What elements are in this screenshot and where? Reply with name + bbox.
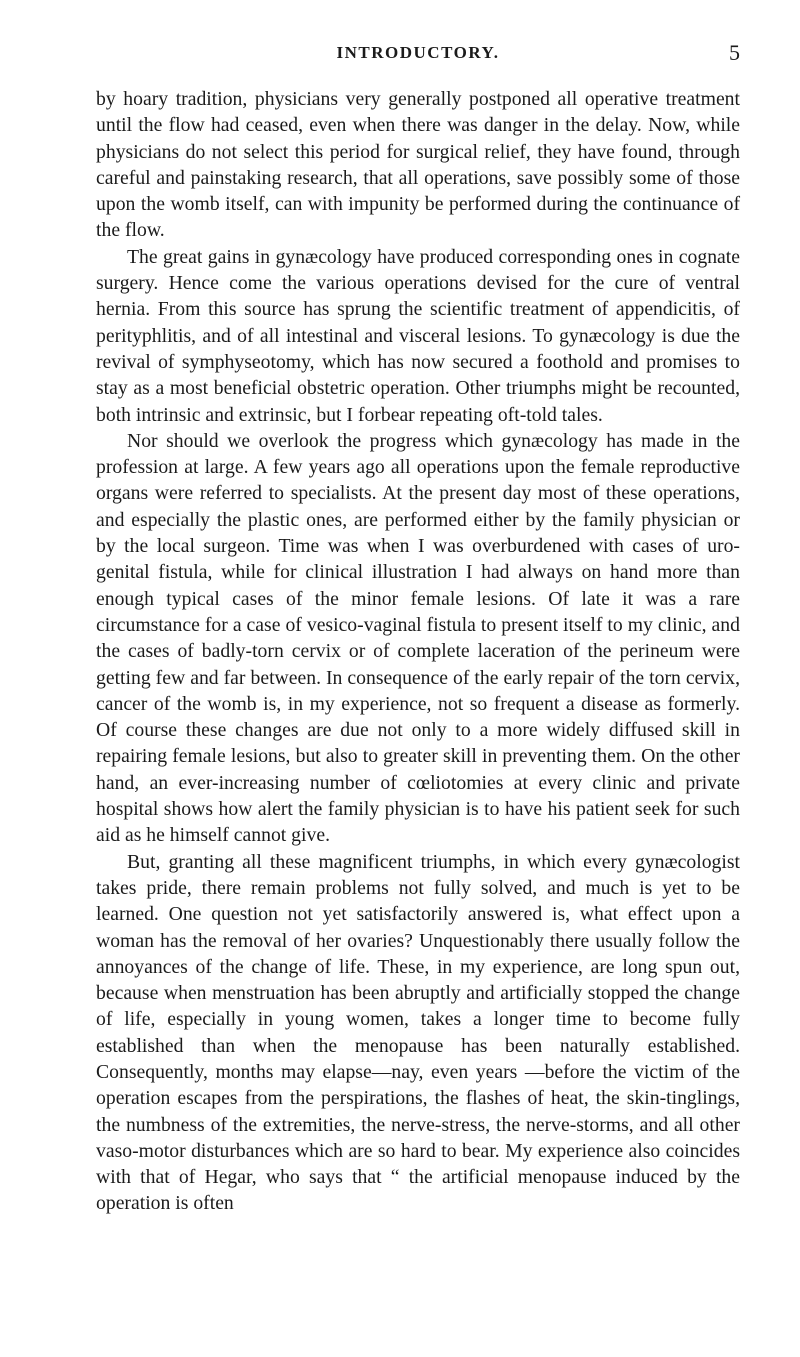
paragraph-cognate-surgery: The great gains in gynæcology have produced corresponding ones in cognate surgery. Hence come the various operations devised for the cure of ventral hernia. From this source has sprung the scientific treatment of appendicitis, of perityphlitis, and of all intestinal and visceral lesions. To gynæcology is due the revival of symphyseotomy, which has now secured a foothold and promises to stay as a most beneficial obstetric operation. Other triumphs might be recounted, both intrinsic and extrinsic, but I forbear repeating oft-told tales. [96,245,740,426]
paragraph-profession-progress: Nor should we overlook the progress which gynæcology has made in the profession at large. A few years ago all operations upon the female reproductive organs were referred to specialists. At the present day most of these operations, and especially the plastic ones, are performed either by the family physician or by the local surgeon. Time was when I was overburdened with cases of uro-genital fistula, while for clinical illustration I had always on hand more than enough typical cases of the minor female lesions. Of late it was a rare circumstance for a case of vesico-vaginal fistula to present itself to my clinic, and the cases of badly-torn cervix or of complete laceration of the perineum were getting few and far between. In consequence of the early repair of the torn cervix, cancer of the womb is, in my experience, not so frequent a disease as formerly. Of course these changes are due not only to a more widely diffused skill in repairing female lesions, but also to greater skill in preventing them. On the other hand, an ever-increasing number of cœliotomies at every clinic and private hospital shows how alert the family physician is to have his patient seek for such aid as he himself cannot give. [96,429,740,847]
body-text [96,86,740,1217]
page-header [96,38,740,68]
paragraph-unsolved-problems: But, granting all these magnificent triumphs, in which every gynæcologist takes pride, there remain problems not fully solved, and much is yet to be learned. One question not yet satisfactorily answered is, what effect upon a woman has the removal of her ovaries? Unquestionably there usually follow the annoyances of the change of life. These, in my experience, are long spun out, because when menstruation has been abruptly and artificially stopped the change of life, especially in young women, takes a longer time to become fully established than when the menopause has been naturally established. Consequently, months may elapse—nay, even years —before the victim of the operation escapes from the perspirations, the flashes of heat, the skin-tinglings, the numbness of the extremities, the nerve-stress, the nerve-storms, and all other vaso-motor disturbances which are so hard to bear. My experience also coincides with that of Hegar, who says that “ the artificial menopause induced by the operation is often [96,850,740,1215]
paragraph-continued: by hoary tradition, physicians very generally postponed all operative treatment until the flow had ceased, even when there was danger in the delay. Now, while physicians do not select this period for surgical relief, they have found, through careful and painstaking research, that all operations, save possibly some of those upon the womb itself, can with impunity be performed during the continuance of the flow. [96,88,740,242]
page-number: 5 [729,40,740,65]
running-head: INTRODUCTORY. [336,43,500,62]
